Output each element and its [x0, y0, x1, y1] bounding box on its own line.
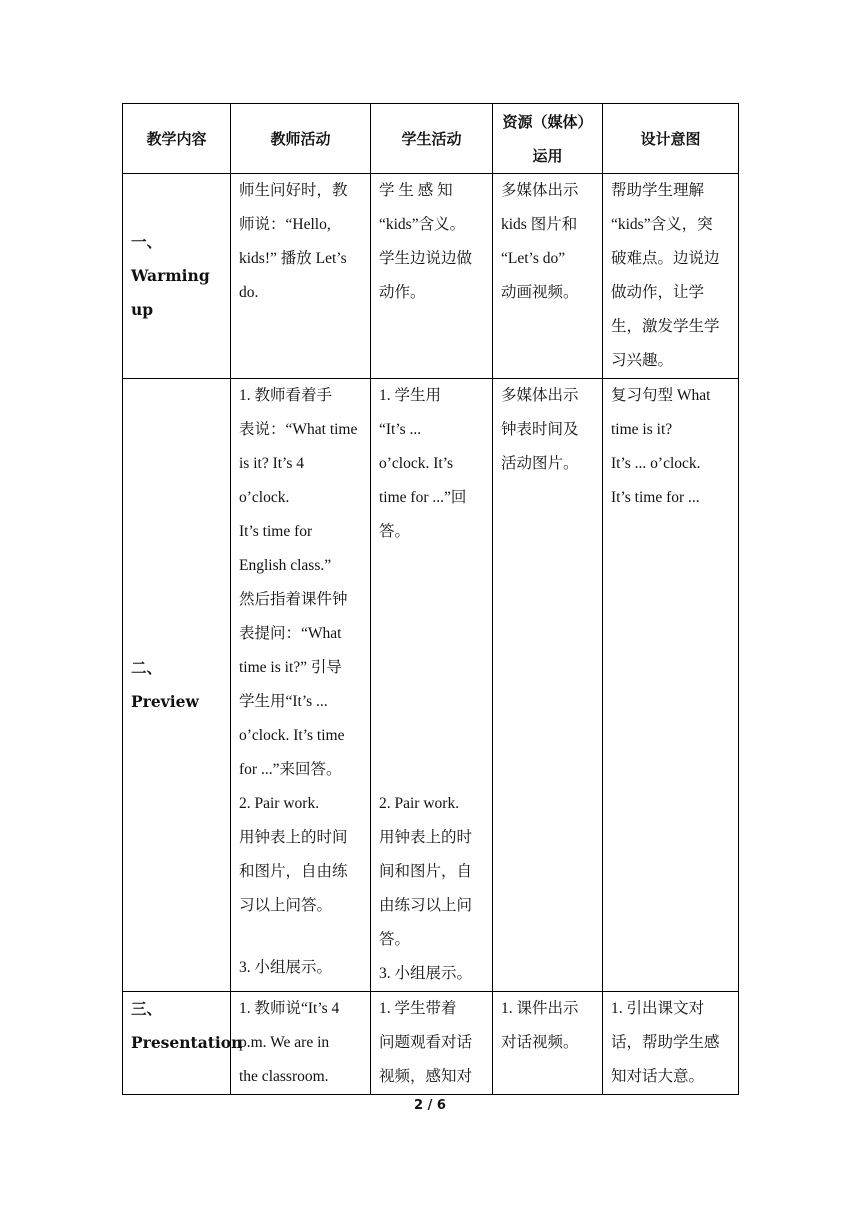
- text-line: “It’s ...: [379, 421, 422, 438]
- text-line: 1. 学生带着: [379, 1000, 457, 1017]
- resource-cell: [493, 174, 603, 379]
- stage-cell: 二、Preview: [123, 379, 231, 992]
- header-resource-line: 运用: [532, 146, 563, 165]
- student-activity-cell: [371, 992, 493, 1095]
- header-student-activity: 学生活动: [371, 104, 493, 174]
- text-line: is it? It’s 4: [239, 455, 305, 472]
- text-line: time for ...”回: [379, 489, 467, 506]
- text-line: 视频，感知对: [379, 1068, 473, 1085]
- text-line: o’clock. It’s time: [239, 727, 345, 744]
- text-line: time is it?” 引导: [239, 659, 342, 676]
- text-line: 1. 教师看着手: [239, 387, 333, 404]
- text-line: 学生边说边做: [379, 250, 473, 267]
- text-line: 3. 小组展示。: [239, 959, 333, 976]
- header-design-intent: 设计意图: [603, 104, 739, 174]
- text-line: 复习句型 What: [611, 387, 711, 404]
- text-line: 生，激发学生学: [611, 318, 720, 335]
- spacer: [379, 753, 486, 787]
- text-line: 学 生 感 知: [379, 182, 453, 199]
- header-content: 教学内容: [123, 104, 231, 174]
- table-row: [123, 992, 739, 1095]
- stage-line: Warming: [131, 266, 210, 285]
- teacher-activity-cell: [231, 379, 371, 992]
- stage-line: 三、: [131, 999, 163, 1018]
- text-line: 表提问：“What: [239, 625, 342, 642]
- text-line: 习以上问答。: [239, 897, 333, 914]
- text-line: 用钟表上的时间: [239, 829, 348, 846]
- text-line: 3. 小组展示。: [379, 965, 473, 982]
- text-line: It’s time for: [239, 523, 313, 540]
- spacer: [379, 549, 486, 583]
- text-line: 钟表时间及: [501, 421, 579, 438]
- text-line: 1. 课件出示: [501, 1000, 579, 1017]
- text-line: 用钟表上的时: [379, 829, 473, 846]
- text-line: 学生用“It’s ...: [239, 693, 328, 710]
- text-line: 和图片，自由练: [239, 863, 348, 880]
- header-resource: [493, 104, 603, 174]
- text-line: do.: [239, 284, 259, 301]
- text-line: It’s ... o’clock.: [611, 455, 701, 472]
- design-intent-cell: [603, 379, 739, 992]
- text-line: 2. Pair work.: [239, 795, 320, 812]
- text-line: 表说：“What time: [239, 421, 358, 438]
- spacer: [379, 617, 486, 651]
- text-line: kids!” 播放 Let’s: [239, 250, 347, 267]
- teacher-activity-cell: [231, 992, 371, 1095]
- teacher-activity-cell: [231, 174, 371, 379]
- text-line: 多媒体出示: [501, 182, 579, 199]
- text-line: 动作。: [379, 284, 426, 301]
- text-line: 1. 教师说“It’s 4: [239, 1000, 340, 1017]
- resource-cell: [493, 992, 603, 1095]
- text-line: 师生问好时，教: [239, 182, 348, 199]
- text-line: o’clock. It’s: [379, 455, 454, 472]
- spacer: [379, 583, 486, 617]
- table-row: [123, 379, 739, 992]
- stage-line: Presentation: [131, 1033, 243, 1052]
- text-line: p.m. We are in: [239, 1034, 330, 1051]
- text-line: 话，帮助学生感: [611, 1034, 720, 1051]
- table-row: [123, 174, 739, 379]
- design-intent-cell: [603, 992, 739, 1095]
- text-line: 活动图片。: [501, 455, 579, 472]
- text-line: 1. 学生用: [379, 387, 442, 404]
- text-line: “kids”含义。: [379, 216, 466, 233]
- spacer: [379, 719, 486, 753]
- text-line: 知对话大意。: [611, 1068, 705, 1085]
- text-line: 做动作，让学: [611, 284, 705, 301]
- header-teacher-activity: 教师活动: [231, 104, 371, 174]
- text-line: kids 图片和: [501, 216, 578, 233]
- text-line: 对话视频。: [501, 1034, 579, 1051]
- student-activity-cell: [371, 379, 493, 992]
- resource-cell: [493, 379, 603, 992]
- text-line: 动画视频。: [501, 284, 579, 301]
- text-line: “kids”含义，突: [611, 216, 713, 233]
- header-resource-line: 资源（媒体）: [502, 112, 593, 131]
- text-line: time is it?: [611, 421, 673, 438]
- text-line: 答。: [379, 931, 411, 948]
- spacer: [379, 651, 486, 685]
- text-line: It’s time for ...: [611, 489, 700, 506]
- design-intent-cell: [603, 174, 739, 379]
- text-line: 多媒体出示: [501, 387, 579, 404]
- table-header-row: [123, 104, 739, 174]
- text-line: 间和图片，自: [379, 863, 473, 880]
- text-line: 问题观看对话: [379, 1034, 473, 1051]
- text-line: 1. 引出课文对: [611, 1000, 705, 1017]
- text-line: 由练习以上问: [379, 897, 473, 914]
- stage-cell: [123, 174, 231, 379]
- stage-line: up: [131, 300, 154, 319]
- text-line: 帮助学生理解: [611, 182, 705, 199]
- spacer: [379, 685, 486, 719]
- text-line: “Let’s do”: [501, 250, 566, 267]
- text-line: 然后指着课件钟: [239, 591, 348, 608]
- stage-cell: [123, 992, 243, 1095]
- lesson-plan-table: [122, 103, 739, 1095]
- text-line: English class.”: [239, 557, 332, 574]
- stage-line: 一、: [131, 232, 163, 251]
- student-activity-cell: [371, 174, 493, 379]
- page-number: 2 / 6: [414, 1098, 446, 1113]
- text-line: 师说：“Hello,: [239, 216, 331, 233]
- text-line: 习兴趣。: [611, 352, 674, 369]
- spacer: [239, 923, 364, 951]
- text-line: 破难点。边说边: [611, 250, 720, 267]
- text-line: 答。: [379, 523, 411, 540]
- text-line: o’clock.: [239, 489, 290, 506]
- text-line: the classroom.: [239, 1068, 329, 1085]
- text-line: for ...”来回答。: [239, 761, 342, 778]
- text-line: 2. Pair work.: [379, 795, 460, 812]
